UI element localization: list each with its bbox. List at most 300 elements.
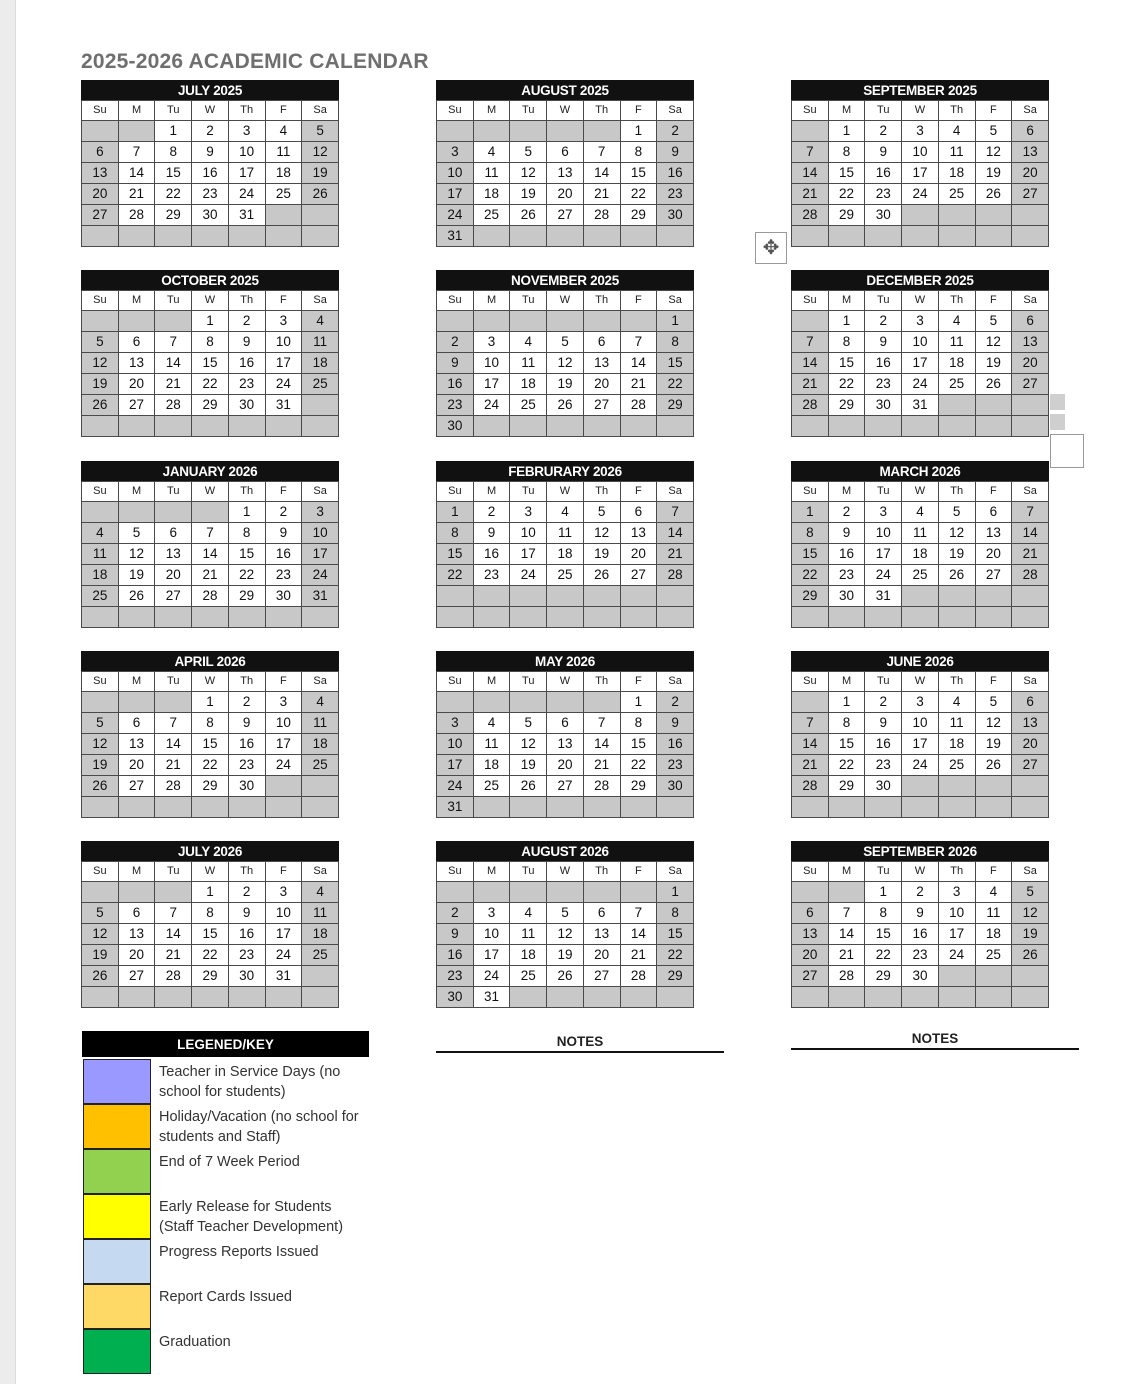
week-row [82, 945, 339, 966]
week-row [437, 226, 694, 247]
week-row [437, 987, 694, 1008]
month-december-2025 [791, 270, 1049, 437]
legend-label: Graduation [159, 1334, 231, 1350]
day-cell: 19 [975, 734, 1012, 755]
day-cell: 22 [437, 565, 474, 586]
empty-cell [792, 226, 829, 247]
empty-cell [265, 797, 302, 818]
table-move-handle-icon[interactable]: ✥ [755, 232, 787, 264]
day-cell: 12 [975, 142, 1012, 163]
weekday-label: F [975, 862, 1012, 882]
day-cell: 7 [620, 903, 657, 924]
day-cell: 13 [1012, 142, 1049, 163]
day-cell: 12 [938, 523, 975, 544]
day-cell: 17 [865, 544, 902, 565]
week-row [437, 734, 694, 755]
day-cell: 16 [828, 544, 865, 565]
day-cell: 27 [975, 565, 1012, 586]
day-cell: 27 [583, 395, 620, 416]
day-cell: 31 [865, 586, 902, 607]
weekday-label: Su [437, 862, 474, 882]
empty-cell [938, 776, 975, 797]
day-cell: 30 [657, 205, 694, 226]
day-cell: 25 [938, 184, 975, 205]
day-cell: 22 [865, 945, 902, 966]
weekday-label: Su [792, 101, 829, 121]
day-cell: 14 [792, 163, 829, 184]
day-cell: 26 [975, 755, 1012, 776]
empty-cell [547, 226, 584, 247]
empty-cell [82, 882, 119, 903]
legend-label: End of 7 Week Period [159, 1154, 300, 1170]
day-cell: 26 [82, 776, 119, 797]
day-cell: 3 [902, 311, 939, 332]
empty-cell [265, 776, 302, 797]
empty-cell [118, 692, 155, 713]
month-title: FEBRURARY 2026 [436, 461, 694, 481]
day-cell: 22 [192, 755, 229, 776]
week-row [437, 924, 694, 945]
day-cell: 1 [437, 502, 474, 523]
day-cell: 6 [547, 713, 584, 734]
day-cell: 14 [792, 353, 829, 374]
day-cell: 5 [583, 502, 620, 523]
day-cell: 23 [828, 565, 865, 586]
empty-cell [228, 797, 265, 818]
weekday-label: Tu [510, 482, 547, 502]
day-cell: 6 [975, 502, 1012, 523]
day-cell: 24 [302, 565, 339, 586]
weekday-header-row [437, 101, 694, 121]
day-cell: 20 [620, 544, 657, 565]
day-cell: 26 [82, 395, 119, 416]
day-cell: 8 [865, 903, 902, 924]
day-cell: 25 [473, 776, 510, 797]
weekday-label: Su [437, 482, 474, 502]
month-table [81, 100, 339, 247]
empty-cell [192, 987, 229, 1008]
day-cell: 19 [938, 544, 975, 565]
day-cell: 20 [547, 755, 584, 776]
month-august-2025 [436, 80, 694, 247]
day-cell: 3 [265, 692, 302, 713]
weekday-label: Su [82, 482, 119, 502]
empty-cell [902, 586, 939, 607]
day-cell: 23 [228, 755, 265, 776]
empty-cell [547, 882, 584, 903]
day-cell: 16 [437, 945, 474, 966]
day-cell: 11 [302, 903, 339, 924]
empty-cell [938, 395, 975, 416]
week-row [82, 374, 339, 395]
weekday-label: Sa [1012, 482, 1049, 502]
day-cell: 31 [437, 226, 474, 247]
empty-cell [620, 226, 657, 247]
weekday-label: Su [82, 291, 119, 311]
empty-cell [828, 882, 865, 903]
week-row [792, 755, 1049, 776]
month-table [436, 861, 694, 1008]
week-row [82, 797, 339, 818]
empty-cell [583, 987, 620, 1008]
empty-cell [510, 416, 547, 437]
week-row [792, 332, 1049, 353]
day-cell: 7 [792, 713, 829, 734]
day-cell: 23 [437, 395, 474, 416]
day-cell: 21 [792, 184, 829, 205]
day-cell: 30 [865, 395, 902, 416]
empty-cell [975, 987, 1012, 1008]
day-cell: 3 [302, 502, 339, 523]
day-cell: 3 [510, 502, 547, 523]
empty-cell [1012, 776, 1049, 797]
week-row [82, 311, 339, 332]
month-table [81, 481, 339, 628]
day-cell: 23 [657, 755, 694, 776]
empty-cell [547, 692, 584, 713]
day-cell: 15 [620, 163, 657, 184]
day-cell: 4 [302, 311, 339, 332]
day-cell: 27 [1012, 184, 1049, 205]
legend-swatch [83, 1239, 151, 1284]
day-cell: 28 [583, 776, 620, 797]
month-july-2026 [81, 841, 339, 1008]
weekday-label: W [902, 101, 939, 121]
empty-cell [302, 205, 339, 226]
empty-cell [228, 607, 265, 628]
day-cell: 27 [1012, 374, 1049, 395]
weekday-label: Sa [302, 672, 339, 692]
day-cell: 20 [118, 945, 155, 966]
empty-cell [118, 607, 155, 628]
day-cell: 31 [265, 966, 302, 987]
empty-cell [938, 987, 975, 1008]
day-cell: 21 [792, 755, 829, 776]
day-cell: 4 [265, 121, 302, 142]
weekday-label: W [547, 672, 584, 692]
month-table [791, 861, 1049, 1008]
table-resize-handle[interactable] [1050, 434, 1084, 468]
empty-cell [437, 882, 474, 903]
day-cell: 14 [657, 523, 694, 544]
day-cell: 9 [437, 353, 474, 374]
day-cell: 17 [938, 924, 975, 945]
weekday-header-row [437, 672, 694, 692]
empty-cell [792, 121, 829, 142]
empty-cell [547, 311, 584, 332]
day-cell: 15 [620, 734, 657, 755]
day-cell: 26 [547, 395, 584, 416]
day-cell: 24 [938, 945, 975, 966]
day-cell: 22 [192, 945, 229, 966]
day-cell: 25 [510, 395, 547, 416]
day-cell: 10 [902, 332, 939, 353]
weekday-label: Sa [657, 482, 694, 502]
day-cell: 1 [828, 692, 865, 713]
day-cell: 1 [192, 692, 229, 713]
day-cell: 6 [118, 713, 155, 734]
empty-cell [620, 607, 657, 628]
empty-cell [155, 311, 192, 332]
weekday-label: Tu [865, 672, 902, 692]
empty-cell [118, 121, 155, 142]
selection-stub [1050, 414, 1065, 430]
empty-cell [975, 776, 1012, 797]
weekday-label: Su [437, 291, 474, 311]
month-title: OCTOBER 2025 [81, 270, 339, 290]
month-table [791, 100, 1049, 247]
day-cell: 28 [620, 395, 657, 416]
empty-cell [155, 987, 192, 1008]
day-cell: 27 [620, 565, 657, 586]
empty-cell [228, 416, 265, 437]
day-cell: 27 [155, 586, 192, 607]
day-cell: 10 [473, 924, 510, 945]
day-cell: 25 [975, 945, 1012, 966]
weekday-label: F [265, 672, 302, 692]
day-cell: 13 [620, 523, 657, 544]
empty-cell [792, 416, 829, 437]
weekday-label: M [473, 291, 510, 311]
empty-cell [902, 776, 939, 797]
week-row [792, 924, 1049, 945]
weekday-label: Tu [155, 101, 192, 121]
empty-cell [473, 692, 510, 713]
empty-cell [620, 311, 657, 332]
day-cell: 2 [192, 121, 229, 142]
week-row [82, 586, 339, 607]
day-cell: 30 [902, 966, 939, 987]
week-row [792, 987, 1049, 1008]
weekday-label: M [473, 101, 510, 121]
day-cell: 31 [902, 395, 939, 416]
empty-cell [902, 226, 939, 247]
weekday-label: Su [437, 101, 474, 121]
week-row [82, 523, 339, 544]
weekday-label: M [473, 482, 510, 502]
day-cell: 4 [302, 882, 339, 903]
empty-cell [473, 311, 510, 332]
day-cell: 17 [265, 924, 302, 945]
day-cell: 24 [473, 966, 510, 987]
week-row [792, 374, 1049, 395]
day-cell: 27 [118, 395, 155, 416]
month-title: NOVEMBER 2025 [436, 270, 694, 290]
day-cell: 3 [437, 142, 474, 163]
empty-cell [118, 987, 155, 1008]
page-title: 2025-2026 ACADEMIC CALENDAR [81, 50, 429, 73]
day-cell: 12 [118, 544, 155, 565]
week-row [792, 523, 1049, 544]
empty-cell [547, 797, 584, 818]
day-cell: 18 [510, 374, 547, 395]
day-cell: 14 [1012, 523, 1049, 544]
empty-cell [302, 226, 339, 247]
day-cell: 10 [902, 713, 939, 734]
day-cell: 11 [938, 332, 975, 353]
day-cell: 28 [155, 966, 192, 987]
day-cell: 30 [865, 776, 902, 797]
day-cell: 28 [155, 776, 192, 797]
weekday-header-row [82, 291, 339, 311]
day-cell: 8 [620, 713, 657, 734]
empty-cell [938, 586, 975, 607]
day-cell: 9 [828, 523, 865, 544]
day-cell: 25 [473, 205, 510, 226]
weekday-label: Th [228, 862, 265, 882]
day-cell: 11 [938, 713, 975, 734]
empty-cell [302, 966, 339, 987]
day-cell: 19 [118, 565, 155, 586]
day-cell: 21 [155, 374, 192, 395]
month-table [436, 100, 694, 247]
day-cell: 6 [1012, 692, 1049, 713]
day-cell: 18 [265, 163, 302, 184]
day-cell: 21 [155, 945, 192, 966]
week-row [437, 395, 694, 416]
day-cell: 21 [657, 544, 694, 565]
empty-cell [583, 797, 620, 818]
empty-cell [473, 416, 510, 437]
day-cell: 11 [302, 713, 339, 734]
weekday-label: W [902, 291, 939, 311]
day-cell: 2 [437, 332, 474, 353]
day-cell: 21 [620, 945, 657, 966]
day-cell: 9 [437, 924, 474, 945]
weekday-label: M [828, 291, 865, 311]
empty-cell [620, 987, 657, 1008]
day-cell: 7 [657, 502, 694, 523]
day-cell: 8 [828, 142, 865, 163]
empty-cell [265, 205, 302, 226]
weekday-header-row [82, 101, 339, 121]
day-cell: 3 [938, 882, 975, 903]
day-cell: 10 [228, 142, 265, 163]
weekday-label: Tu [155, 291, 192, 311]
weekday-label: W [547, 291, 584, 311]
weekday-label: F [265, 291, 302, 311]
day-cell: 24 [902, 374, 939, 395]
week-row [437, 502, 694, 523]
day-cell: 29 [828, 205, 865, 226]
day-cell: 10 [265, 332, 302, 353]
weekday-label: Su [82, 672, 119, 692]
empty-cell [975, 586, 1012, 607]
empty-cell [938, 226, 975, 247]
weekday-label: Th [938, 862, 975, 882]
day-cell: 27 [583, 966, 620, 987]
week-row [437, 903, 694, 924]
week-row [82, 121, 339, 142]
weekday-label: Su [82, 101, 119, 121]
day-cell: 11 [473, 734, 510, 755]
day-cell: 14 [192, 544, 229, 565]
day-cell: 6 [620, 502, 657, 523]
day-cell: 7 [828, 903, 865, 924]
day-cell: 24 [902, 184, 939, 205]
empty-cell [82, 311, 119, 332]
day-cell: 15 [657, 924, 694, 945]
day-cell: 29 [192, 776, 229, 797]
day-cell: 28 [828, 966, 865, 987]
week-row [437, 374, 694, 395]
empty-cell [583, 607, 620, 628]
empty-cell [265, 607, 302, 628]
day-cell: 17 [265, 734, 302, 755]
month-table [436, 671, 694, 818]
weekday-label: Th [938, 672, 975, 692]
legend-item [82, 1149, 369, 1194]
day-cell: 20 [118, 755, 155, 776]
day-cell: 25 [82, 586, 119, 607]
day-cell: 29 [620, 776, 657, 797]
weekday-label: Tu [155, 672, 192, 692]
week-row [437, 544, 694, 565]
week-row [792, 226, 1049, 247]
month-june-2026 [791, 651, 1049, 818]
empty-cell [473, 226, 510, 247]
legend-item [82, 1239, 369, 1284]
week-row [792, 734, 1049, 755]
week-row [82, 924, 339, 945]
day-cell: 26 [975, 374, 1012, 395]
day-cell: 29 [620, 205, 657, 226]
empty-cell [620, 882, 657, 903]
day-cell: 29 [865, 966, 902, 987]
day-cell: 9 [865, 332, 902, 353]
weekday-label: Tu [865, 101, 902, 121]
empty-cell [902, 987, 939, 1008]
day-cell: 25 [510, 966, 547, 987]
day-cell: 1 [865, 882, 902, 903]
day-cell: 5 [82, 903, 119, 924]
weekday-label: M [828, 672, 865, 692]
day-cell: 10 [473, 353, 510, 374]
day-cell: 9 [192, 142, 229, 163]
week-row [792, 586, 1049, 607]
day-cell: 24 [265, 755, 302, 776]
day-cell: 17 [902, 163, 939, 184]
day-cell: 20 [155, 565, 192, 586]
day-cell: 29 [192, 966, 229, 987]
day-cell: 8 [228, 523, 265, 544]
day-cell: 13 [118, 924, 155, 945]
week-row [437, 332, 694, 353]
month-title: JANUARY 2026 [81, 461, 339, 481]
day-cell: 15 [865, 924, 902, 945]
day-cell: 19 [975, 163, 1012, 184]
weekday-label: F [975, 482, 1012, 502]
day-cell: 15 [792, 544, 829, 565]
day-cell: 9 [657, 142, 694, 163]
day-cell: 3 [473, 332, 510, 353]
empty-cell [118, 226, 155, 247]
day-cell: 17 [228, 163, 265, 184]
day-cell: 3 [437, 713, 474, 734]
empty-cell [437, 692, 474, 713]
day-cell: 28 [155, 395, 192, 416]
weekday-label: M [118, 862, 155, 882]
day-cell: 21 [792, 374, 829, 395]
day-cell: 26 [302, 184, 339, 205]
empty-cell [975, 607, 1012, 628]
weekday-label: M [828, 862, 865, 882]
day-cell: 14 [828, 924, 865, 945]
empty-cell [155, 692, 192, 713]
day-cell: 16 [865, 353, 902, 374]
day-cell: 2 [228, 311, 265, 332]
day-cell: 25 [302, 374, 339, 395]
